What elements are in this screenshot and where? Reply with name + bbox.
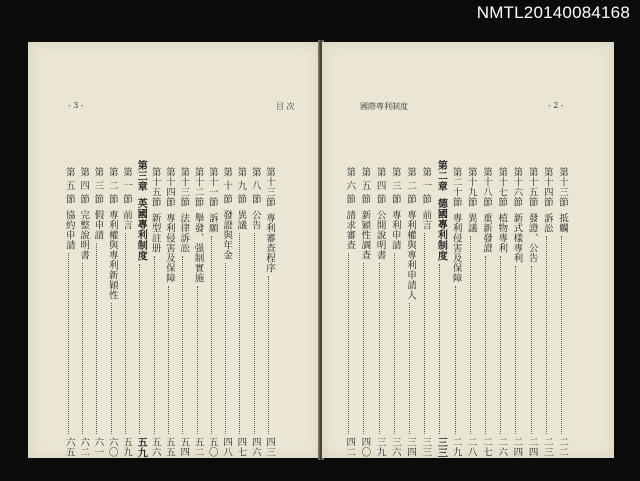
toc-chapter-entry	[434, 160, 446, 458]
toc-entry-title: 專利侵害及保障	[163, 213, 175, 283]
toc-page-number: 二六	[496, 437, 508, 457]
dot-leader	[96, 243, 99, 434]
right-running-header: 國際專利制度	[360, 102, 408, 111]
toc-entry-title: 重新發證	[481, 213, 492, 253]
toc-page-number: 五六	[149, 437, 161, 457]
toc-section-number: 第 六 節	[344, 167, 356, 205]
toc-section-number: 第十四節	[163, 167, 175, 207]
toc-entry	[389, 167, 401, 457]
dot-leader	[379, 263, 382, 434]
dot-leader	[348, 253, 351, 434]
toc-entry	[63, 167, 75, 457]
dot-leader	[168, 286, 171, 434]
toc-section-number: 第 五 節	[359, 167, 371, 205]
left-page-number: - 3 -	[68, 101, 84, 110]
toc-page-number: 四七	[235, 437, 247, 457]
toc-section-number: 第十五節	[526, 167, 538, 207]
toc-page-number: 五〇	[206, 437, 218, 457]
toc-page-number: 二九	[450, 437, 462, 457]
toc-page-number: 四三	[264, 437, 275, 457]
toc-entry	[91, 167, 103, 457]
toc-entry-title: 協約申請	[63, 210, 75, 251]
dot-leader	[546, 236, 549, 434]
toc-section-number: 第十三節	[178, 167, 190, 207]
toc-page-number: 四〇	[359, 437, 371, 457]
toc-section-number: 第十二節	[192, 167, 204, 207]
toc-section-number: 第 三 節	[389, 167, 401, 205]
toc-entry	[343, 167, 355, 457]
toc-entry-title: 前言	[420, 210, 432, 231]
toc-entry-title: 發證、公告	[526, 213, 538, 263]
dot-leader	[239, 233, 242, 434]
toc-section-number: 第 四 節	[374, 167, 386, 205]
dot-leader	[485, 256, 488, 434]
toc-page-number: 三四	[405, 437, 416, 457]
toc-page-number: 六一	[92, 437, 104, 457]
dot-leader	[225, 263, 228, 434]
dot-leader	[424, 233, 427, 434]
toc-page-number: 二七	[481, 437, 492, 457]
toc-page-number: 二四	[511, 437, 523, 457]
dot-leader	[363, 263, 366, 434]
toc-section-number: 第 四 節	[78, 167, 90, 205]
toc-entry-title: 訴訟	[541, 213, 553, 233]
toc-entry	[358, 167, 370, 457]
toc-entry-title: 植物專利	[496, 213, 508, 253]
toc-entry	[177, 167, 189, 457]
dot-leader	[439, 264, 442, 435]
dot-leader	[531, 266, 534, 434]
dot-leader	[455, 286, 458, 434]
dot-leader	[254, 233, 257, 434]
left-running-header: 目 次	[276, 102, 295, 111]
toc-section-number: 第十八節	[481, 167, 492, 207]
toc-entry	[220, 167, 232, 457]
toc-entry	[192, 167, 204, 457]
toc-page-number: 四六	[249, 437, 261, 457]
dot-leader	[125, 233, 128, 434]
toc-page-number: 五九	[135, 437, 147, 458]
toc-entry	[450, 167, 462, 457]
left-page	[28, 42, 320, 458]
toc-page-number: 四八	[221, 437, 233, 457]
toc-section-number: 第 九 節	[235, 167, 247, 205]
dot-leader	[211, 236, 214, 434]
toc-entry	[495, 167, 507, 457]
toc-page-number: 三六	[389, 437, 401, 457]
toc-page-number: 二三	[541, 437, 553, 457]
dot-leader	[154, 256, 157, 434]
toc-entry	[149, 167, 161, 457]
toc-entry	[541, 167, 553, 457]
toc-entry-title: 請求審查	[344, 210, 356, 251]
toc-page-number: 二二	[557, 437, 568, 457]
toc-section-number: 第三章	[135, 160, 147, 192]
toc-entry	[120, 167, 132, 457]
toc-chapter-entry	[134, 160, 146, 458]
toc-entry	[419, 167, 431, 457]
toc-entry-title: 假申請	[92, 210, 104, 241]
toc-page-number: 三三	[420, 437, 432, 457]
dot-leader	[394, 253, 397, 434]
toc-entry-title: 完整說明書	[78, 210, 90, 261]
toc-entry	[206, 167, 218, 457]
toc-section-number: 第 二 節	[405, 167, 416, 205]
toc-entry-title: 德國專利制度	[435, 197, 447, 261]
toc-page-number: 五四	[178, 437, 190, 457]
toc-section-number: 第十一節	[206, 167, 218, 207]
dot-leader	[111, 303, 114, 434]
toc-entry-title: 異議	[465, 213, 477, 233]
toc-section-number: 第十三節	[557, 167, 568, 207]
toc-section-number: 第 三 節	[92, 167, 104, 205]
toc-entry-title: 發證與年金	[221, 210, 233, 261]
toc-page-number: 三九	[374, 437, 386, 457]
toc-entry	[480, 167, 492, 457]
toc-section-number: 第 十 節	[221, 167, 233, 205]
toc-entry-title: 公開說明書	[374, 210, 386, 261]
toc-entry-title: 英國專利制度	[135, 197, 147, 261]
toc-entry-title: 異議	[235, 210, 247, 231]
toc-entry-title: 法律訴訟	[178, 213, 190, 253]
toc-page-number: 六五	[63, 437, 75, 457]
dot-leader	[561, 236, 564, 434]
toc-section-number: 第 二 節	[106, 167, 118, 205]
toc-section-number: 第 一 節	[420, 167, 432, 205]
toc-section-number: 第 一 節	[121, 167, 132, 205]
toc-page-number: 五九	[121, 437, 132, 457]
toc-entry-title: 公告	[249, 210, 261, 231]
right-page	[322, 42, 614, 458]
toc-entry-title: 訴願	[206, 213, 218, 233]
toc-section-number: 第十九節	[465, 167, 477, 207]
toc-entry-title: 新型註册	[149, 213, 161, 253]
toc-entry	[106, 167, 118, 457]
toc-section-number: 第二章	[435, 160, 447, 192]
dot-leader	[515, 266, 518, 434]
toc-entry	[249, 167, 261, 457]
toc-page-number: 二八	[465, 437, 477, 457]
toc-entry-title: 新式樣專利	[511, 213, 523, 263]
toc-page-number: 五五	[163, 437, 175, 457]
toc-section-number: 第十七節	[496, 167, 508, 207]
toc-section-number: 第 八 節	[249, 167, 261, 205]
toc-entry-title: 舉發、强制實施	[192, 213, 204, 283]
toc-entry	[374, 167, 386, 457]
toc-entry	[263, 167, 275, 457]
toc-entry-title: 專利申請	[389, 210, 401, 251]
toc-section-number: 第十六節	[511, 167, 523, 207]
toc-entry	[234, 167, 246, 457]
dot-leader	[470, 236, 473, 434]
toc-entry-title: 專利侵害及保障	[450, 213, 462, 283]
toc-page-number: 四二	[344, 437, 356, 457]
toc-entry-title: 前言	[121, 210, 132, 231]
toc-entry	[404, 167, 416, 457]
toc-page-number: 六〇	[106, 437, 118, 457]
toc-section-number: 第二十節	[450, 167, 462, 207]
toc-entry-title: 專利權與專利申請人	[405, 210, 416, 301]
toc-section-number: 第十三節	[264, 167, 275, 207]
toc-section-number: 第 五 節	[63, 167, 75, 205]
dot-leader	[409, 303, 412, 434]
dot-leader	[139, 264, 142, 435]
toc-entry	[526, 167, 538, 457]
toc-entry-title: 專利權與專利新穎性	[106, 210, 118, 301]
archive-id-watermark: NMTL20140084168	[476, 3, 630, 22]
toc-entry-title: 專利審查程序	[264, 213, 275, 273]
toc-section-number: 第十五節	[149, 167, 161, 207]
toc-entry	[77, 167, 89, 457]
dot-leader	[500, 256, 503, 434]
toc-entry-title: 抵觸	[557, 213, 568, 233]
toc-page-number: 三三	[435, 437, 447, 458]
toc-entry	[465, 167, 477, 457]
toc-entry	[510, 167, 522, 457]
toc-section-number: 第十四節	[541, 167, 553, 207]
dot-leader	[197, 286, 200, 434]
dot-leader	[182, 256, 185, 434]
dot-leader	[268, 276, 271, 434]
toc-entry	[163, 167, 175, 457]
right-page-number: - 2 -	[548, 101, 564, 110]
toc-page-number: 五二	[192, 437, 204, 457]
toc-page-number: 六二	[78, 437, 90, 457]
toc-entry-title: 新穎性調查	[359, 210, 371, 261]
dot-leader	[68, 253, 71, 434]
toc-page-number: 二四	[526, 437, 538, 457]
toc-entry	[556, 167, 568, 457]
dot-leader	[82, 263, 85, 434]
